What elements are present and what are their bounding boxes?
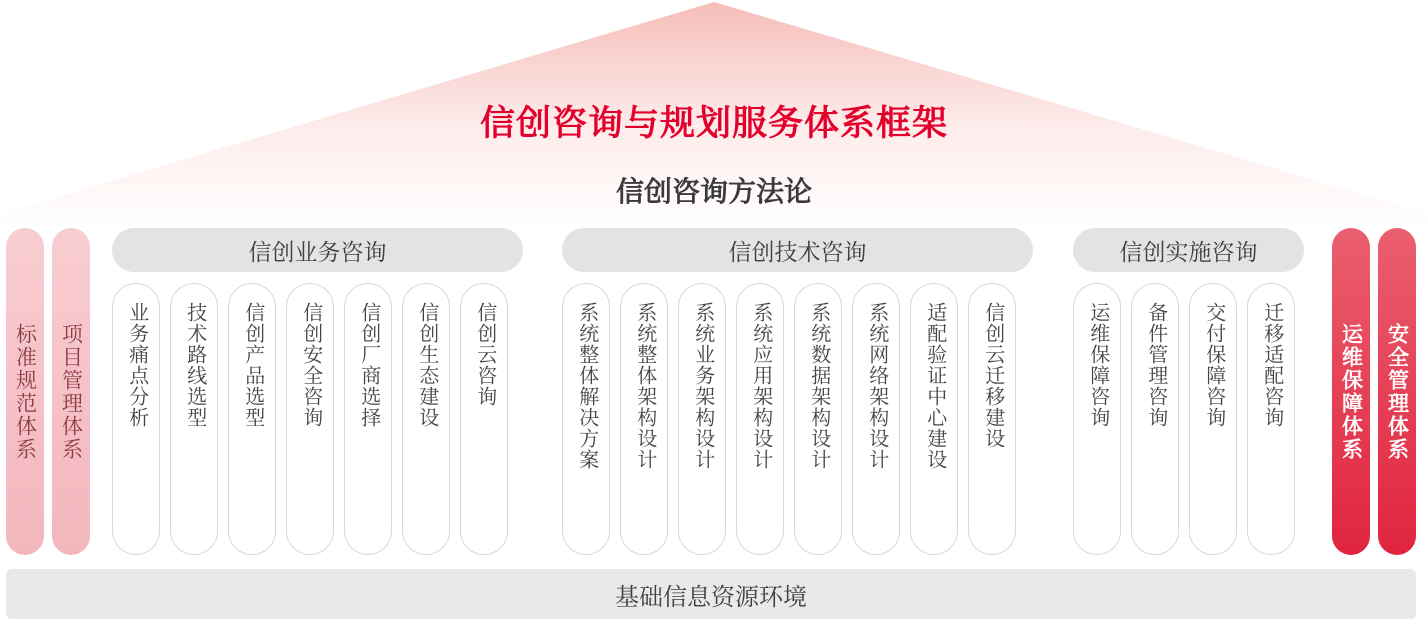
group-header[interactable]: 信创业务咨询 bbox=[112, 228, 523, 272]
group-business-consulting bbox=[112, 228, 523, 555]
group-implementation-consulting bbox=[1073, 228, 1304, 555]
pillar-label: 标准规范体系 bbox=[13, 322, 37, 461]
page-title: 信创咨询与规划服务体系框架 bbox=[479, 104, 948, 143]
item-label: 系统网络架构设计 bbox=[865, 302, 888, 470]
pillar-standard-system[interactable] bbox=[6, 228, 44, 555]
item-label: 系统数据架构设计 bbox=[807, 302, 830, 470]
pillar-label: 项目管理体系 bbox=[59, 322, 83, 461]
list-item[interactable] bbox=[794, 283, 842, 555]
item-label: 信创产品选型 bbox=[241, 302, 264, 428]
list-item[interactable] bbox=[678, 283, 726, 555]
list-item[interactable] bbox=[228, 283, 276, 555]
list-item[interactable] bbox=[620, 283, 668, 555]
list-item[interactable] bbox=[1073, 283, 1121, 555]
list-item[interactable] bbox=[968, 283, 1016, 555]
foundation-bar bbox=[6, 569, 1416, 619]
subtitle: 信创咨询方法论 bbox=[615, 176, 812, 207]
list-item[interactable] bbox=[344, 283, 392, 555]
group-header[interactable]: 信创实施咨询 bbox=[1073, 228, 1304, 272]
list-item[interactable] bbox=[910, 283, 958, 555]
item-label: 运维保障咨询 bbox=[1086, 302, 1109, 428]
list-item[interactable] bbox=[402, 283, 450, 555]
pillar-security-management[interactable] bbox=[1378, 228, 1416, 555]
item-label: 交付保障咨询 bbox=[1202, 302, 1225, 428]
list-item[interactable] bbox=[1247, 283, 1295, 555]
item-label: 信创云咨询 bbox=[473, 302, 496, 407]
pillar-project-management[interactable] bbox=[52, 228, 90, 555]
list-item[interactable] bbox=[736, 283, 784, 555]
item-label: 信创云迁移建设 bbox=[981, 302, 1004, 449]
pillar-ops-guarantee[interactable] bbox=[1332, 228, 1370, 555]
group-items bbox=[1073, 283, 1304, 555]
group-header[interactable]: 信创技术咨询 bbox=[562, 228, 1033, 272]
group-items bbox=[562, 283, 1033, 555]
list-item[interactable] bbox=[852, 283, 900, 555]
item-label: 系统应用架构设计 bbox=[749, 302, 772, 470]
item-label: 系统整体解决方案 bbox=[575, 302, 598, 470]
item-label: 备件管理咨询 bbox=[1144, 302, 1167, 428]
list-item[interactable] bbox=[1189, 283, 1237, 555]
item-label: 系统业务架构设计 bbox=[691, 302, 714, 470]
list-item[interactable] bbox=[170, 283, 218, 555]
foundation-label: 基础信息资源环境 bbox=[615, 583, 807, 611]
pillar-label: 安全管理体系 bbox=[1385, 322, 1409, 461]
list-item[interactable] bbox=[460, 283, 508, 555]
item-label: 系统整体架构设计 bbox=[633, 302, 656, 470]
list-item[interactable] bbox=[1131, 283, 1179, 555]
item-label: 信创安全咨询 bbox=[299, 302, 322, 428]
item-label: 适配验证中心建设 bbox=[923, 302, 946, 470]
item-label: 业务痛点分析 bbox=[125, 302, 148, 428]
item-label: 技术路线选型 bbox=[183, 302, 206, 428]
group-technical-consulting bbox=[562, 228, 1033, 555]
group-items bbox=[112, 283, 523, 555]
pillar-label: 运维保障体系 bbox=[1339, 322, 1363, 461]
framework-body bbox=[0, 228, 1428, 627]
item-label: 迁移适配咨询 bbox=[1260, 302, 1283, 428]
list-item[interactable] bbox=[286, 283, 334, 555]
item-label: 信创厂商选择 bbox=[357, 302, 380, 428]
list-item[interactable] bbox=[112, 283, 160, 555]
list-item[interactable] bbox=[562, 283, 610, 555]
item-label: 信创生态建设 bbox=[415, 302, 438, 428]
